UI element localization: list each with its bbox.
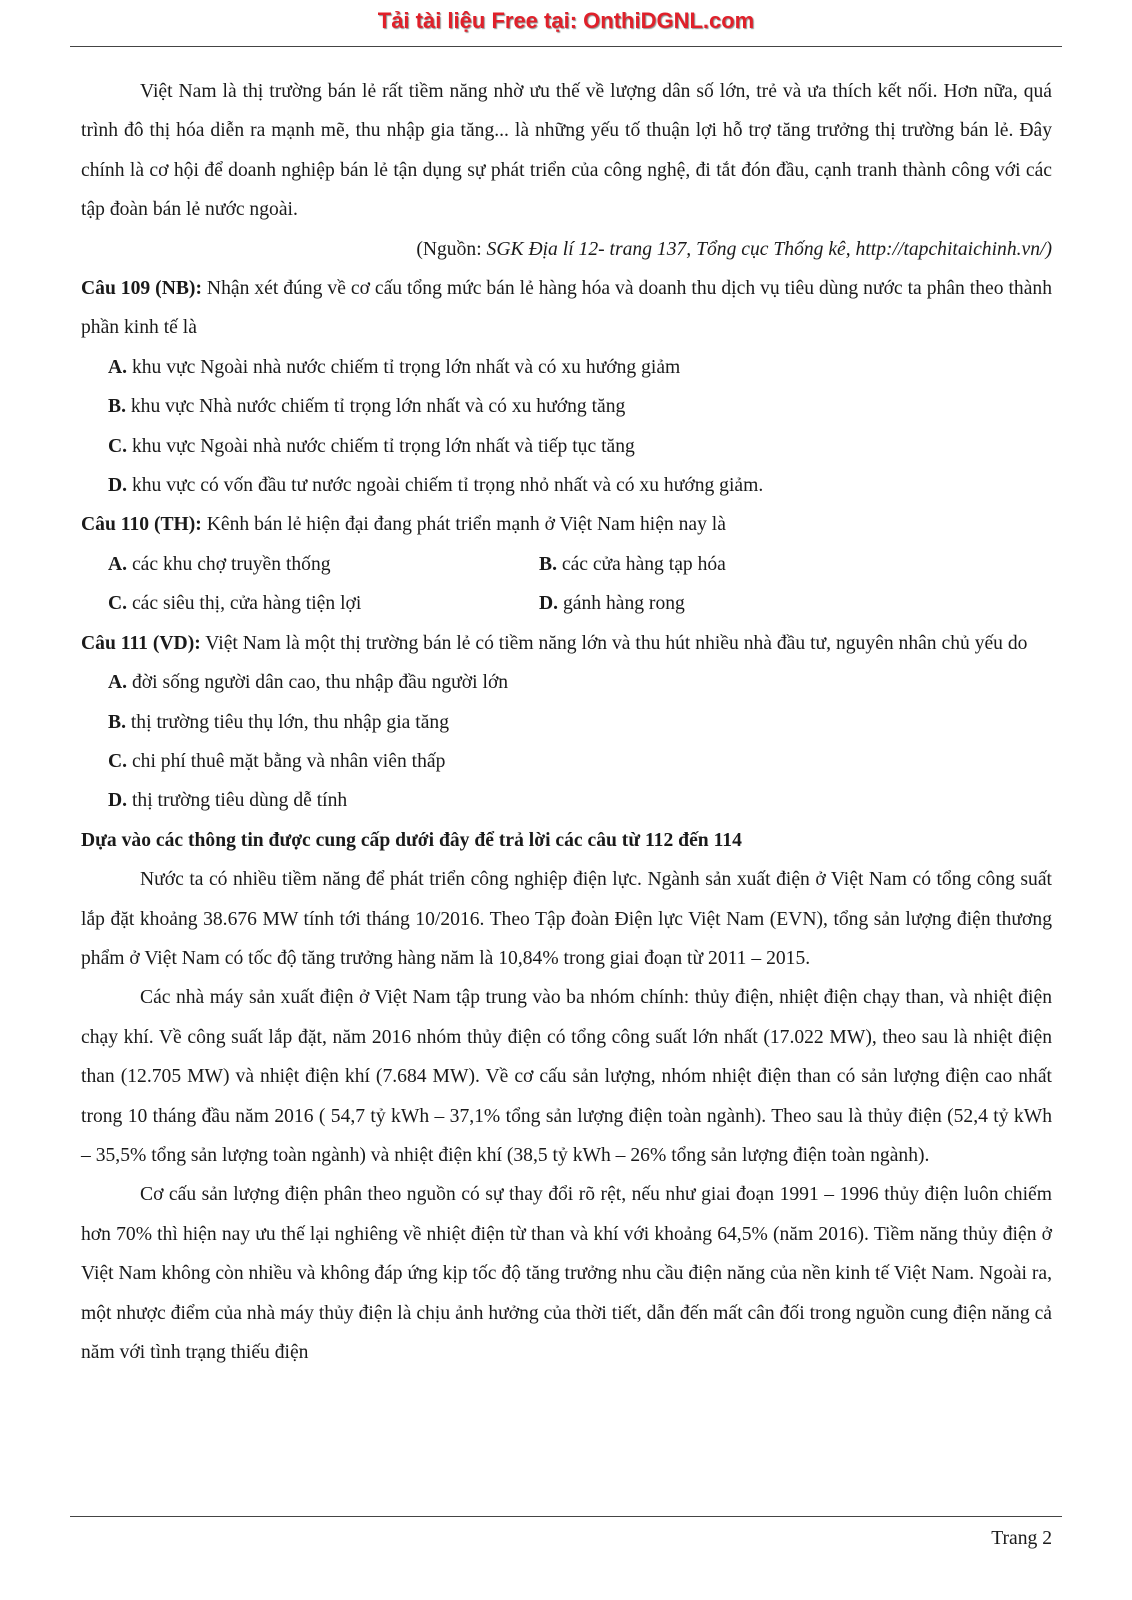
option-b bbox=[539, 545, 970, 584]
option-text: khu vực có vốn đầu tư nước ngoài chiếm tỉ trọng nhỏ nhất và có xu hướng giảm. bbox=[127, 475, 764, 497]
option-key: C. bbox=[108, 435, 128, 457]
option-key: D. bbox=[539, 593, 559, 615]
passage-paragraph-3: Cơ cấu sản lượng điện phân theo nguồn có sự thay đổi rõ rệt, nếu như giai đoạn 1991 – 1996 thủy điện luôn chiếm hơn 70% thì hiện nay ưu thế lại nghiêng về nhiệt điện từ than và khí với khoảng 64,5% (năm 2016). Tiềm năng thủy điện ở Việt Nam không còn nhiều và không đáp ứng kịp tốc độ tăng trưởng nhu cầu điện năng của nền kinh tế Việt Nam. Ngoài ra, một nhược điểm của nhà máy thủy điện là chịu ảnh hưởng của thời tiết, dẫn đến mất cân đối trong nguồn cung điện năng cả năm với tình trạng thiếu điện bbox=[81, 1184, 1052, 1363]
option-text: gánh hàng rong bbox=[558, 593, 685, 615]
passage-paragraph-1: Nước ta có nhiều tiềm năng để phát triển công nghiệp điện lực. Ngành sản xuất điện ở Việt Nam có tổng công suất lắp đặt khoảng 38.676 MW tính tới tháng 10/2016. Theo Tập đoàn Điện lực Việt Nam (EVN), tổng sản lượng điện thương phẩm ở Việt Nam có tốc độ tăng trưởng hàng năm là 10,84% trong giai đoạn từ 2011 – 2015. bbox=[81, 869, 1052, 969]
option-text: khu vực Nhà nước chiếm tỉ trọng lớn nhất và có xu hướng tăng bbox=[125, 396, 626, 418]
page-number: Trang 2 bbox=[991, 1528, 1052, 1549]
option-key: D. bbox=[108, 790, 128, 812]
option-key: C. bbox=[108, 750, 128, 772]
option-text: thị trường tiêu dùng dễ tính bbox=[127, 790, 348, 812]
option-key: B. bbox=[108, 711, 126, 733]
option-text: chi phí thuê mặt bằng và nhân viên thấp bbox=[127, 750, 446, 772]
header-divider bbox=[70, 46, 1062, 47]
footer-divider bbox=[70, 1516, 1062, 1517]
question-109 bbox=[81, 269, 1052, 348]
question-110 bbox=[81, 505, 1052, 544]
option-key: C. bbox=[108, 593, 128, 615]
question-label: Câu 109 (NB): bbox=[81, 278, 202, 300]
intro-paragraph: Việt Nam là thị trường bán lẻ rất tiềm năng nhờ ưu thế về lượng dân số lớn, trẻ và ưa thích kết nối. Hơn nữa, quá trình đô thị hóa diễn ra mạnh mẽ, thu nhập gia tăng... là những yếu tố thuận lợi hỗ trợ tăng trưởng thị trường bán lẻ. Đây chính là cơ hội để doanh nghiệp bán lẻ tận dụng sự phát triển của công nghệ, đi tắt đón đầu, cạnh tranh thành công với các tập đoàn bán lẻ nước ngoài. bbox=[81, 81, 1052, 221]
source-text: SGK Địa lí 12- trang 137, Tổng cục Thống kê, http://tapchitaichinh.vn/) bbox=[486, 238, 1052, 260]
question-stem: Việt Nam là một thị trường bán lẻ có tiềm năng lớn và thu hút nhiều nhà đầu tư, nguyên nhân chủ yếu do bbox=[200, 632, 1028, 654]
header-link-title[interactable]: Tải tài liệu Free tại: OnthiDGNL.com bbox=[377, 8, 755, 33]
option-key: A. bbox=[108, 672, 128, 694]
option-text: khu vực Ngoài nhà nước chiếm tỉ trọng lớn nhất và có xu hướng giảm bbox=[127, 356, 681, 378]
option-text: thị trường tiêu thụ lớn, thu nhập gia tăng bbox=[125, 711, 449, 733]
option-row bbox=[81, 545, 1052, 584]
source-citation bbox=[81, 230, 1052, 269]
page-content bbox=[81, 72, 1052, 1372]
section-heading: Dựa vào các thông tin được cung cấp dưới đây để trả lời các câu từ 112 đến 114 bbox=[81, 829, 742, 851]
option-a bbox=[81, 663, 1052, 702]
question-111 bbox=[81, 624, 1052, 663]
passage-paragraph-2: Các nhà máy sản xuất điện ở Việt Nam tập trung vào ba nhóm chính: thủy điện, nhiệt điện chạy than, và nhiệt điện chạy khí. Về công suất lắp đặt, năm 2016 nhóm thủy điện có tổng công suất lớn nhất (17.022 MW), theo sau là nhiệt điện than (12.705 MW) và nhiệt điện khí (7.684 MW). Về cơ cấu sản lượng, nhóm nhiệt điện than có sản lượng điện cao nhất trong 10 tháng đầu năm 2016 ( 54,7 tỷ kWh – 37,1% tổng sản lượng điện toàn ngành). Theo sau là thủy điện (52,4 tỷ kWh – 35,5% tổng sản lượng toàn ngành) và nhiệt điện khí (38,5 tỷ kWh – 26% tổng sản lượng điện toàn ngành). bbox=[81, 987, 1052, 1166]
option-c bbox=[81, 427, 1052, 466]
option-text: các cửa hàng tạp hóa bbox=[556, 553, 726, 575]
source-label: (Nguồn: bbox=[416, 238, 487, 260]
option-text: đời sống người dân cao, thu nhập đầu người lớn bbox=[127, 672, 509, 694]
option-text: khu vực Ngoài nhà nước chiếm tỉ trọng lớn nhất và tiếp tục tăng bbox=[127, 435, 635, 457]
option-text: các khu chợ truyền thống bbox=[127, 553, 331, 575]
option-key: D. bbox=[108, 475, 128, 497]
option-key: A. bbox=[108, 356, 128, 378]
option-c bbox=[81, 742, 1052, 781]
question-stem: Nhận xét đúng về cơ cấu tổng mức bán lẻ hàng hóa và doanh thu dịch vụ tiêu dùng nước ta phân theo thành phần kinh tế là bbox=[81, 278, 1052, 339]
option-b bbox=[81, 703, 1052, 742]
option-a bbox=[81, 348, 1052, 387]
option-a bbox=[108, 545, 539, 584]
option-text: các siêu thị, cửa hàng tiện lợi bbox=[127, 593, 362, 615]
option-key: A. bbox=[108, 553, 128, 575]
question-label: Câu 110 (TH): bbox=[81, 514, 202, 536]
question-label: Câu 111 (VD): bbox=[81, 632, 201, 654]
option-key: B. bbox=[539, 553, 557, 575]
option-d bbox=[539, 584, 970, 623]
option-d bbox=[81, 781, 1052, 820]
option-d bbox=[81, 466, 1052, 505]
question-stem: Kênh bán lẻ hiện đại đang phát triển mạnh ở Việt Nam hiện nay là bbox=[201, 514, 726, 536]
option-row bbox=[81, 584, 1052, 623]
option-key: B. bbox=[108, 396, 126, 418]
option-b bbox=[81, 387, 1052, 426]
option-c bbox=[108, 584, 539, 623]
